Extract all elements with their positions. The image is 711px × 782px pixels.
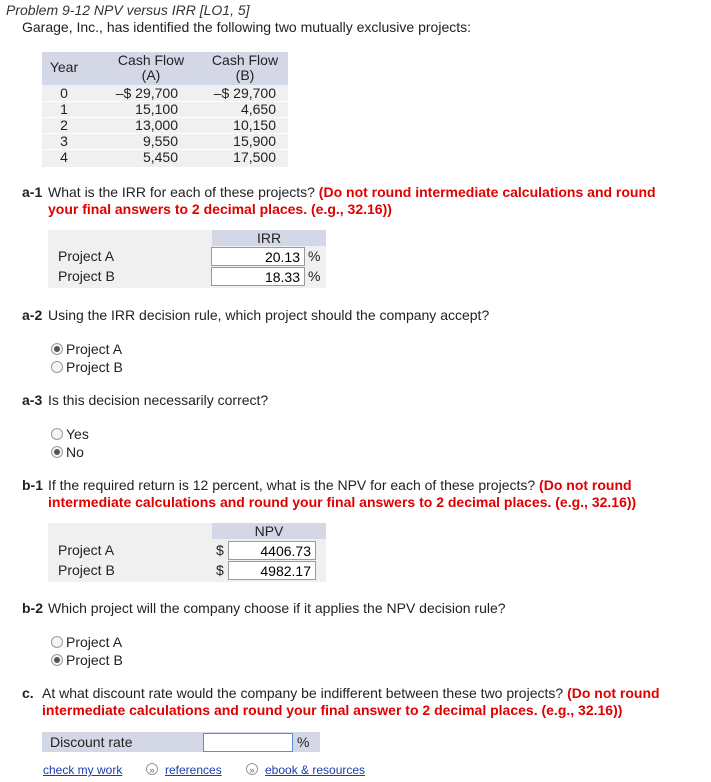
radio-b2-label-project-a[interactable]: Project A bbox=[66, 634, 123, 650]
question-a1 bbox=[48, 184, 706, 218]
col-a-header-line2: (A) bbox=[141, 67, 161, 83]
table-cell-cash-flow-a: 15,100 bbox=[135, 101, 178, 117]
radio-a3-yes[interactable] bbox=[51, 428, 63, 440]
table-cell-cash-flow-b: 10,150 bbox=[233, 117, 276, 133]
problem-title: Problem 9-12 NPV versus IRR [LO1, 5] bbox=[6, 2, 250, 18]
question-c-instruction: (Do not round bbox=[567, 685, 660, 701]
table-cell-cash-flow-b: 4,650 bbox=[240, 101, 276, 117]
radio-a2-label-project-a[interactable]: Project A bbox=[66, 341, 123, 357]
question-number-b1: b-1 bbox=[22, 477, 43, 493]
question-a1-text: What is the IRR for each of these projects? bbox=[48, 184, 315, 200]
irr-input-project-a[interactable] bbox=[211, 247, 305, 266]
discount-rate-row bbox=[42, 732, 320, 752]
table-cell-year: 0 bbox=[60, 85, 68, 101]
npv-input-project-b[interactable] bbox=[228, 561, 316, 580]
irr-answer-table bbox=[48, 230, 326, 288]
check-my-work-link[interactable]: check my work bbox=[43, 763, 123, 777]
chevron-down-circle-icon[interactable]: » bbox=[246, 763, 258, 775]
table-cell-year: 4 bbox=[60, 149, 68, 165]
question-number-a1: a-1 bbox=[22, 184, 43, 200]
question-number-b2: b-2 bbox=[22, 600, 43, 616]
radio-b2-label-project-b[interactable]: Project B bbox=[66, 652, 123, 668]
question-b1-instruction: (Do not round bbox=[539, 477, 632, 493]
discount-rate-input[interactable] bbox=[203, 733, 293, 752]
table-cell-year: 3 bbox=[60, 133, 68, 149]
cash-flow-table bbox=[42, 52, 288, 167]
question-number-a3: a-3 bbox=[22, 392, 43, 408]
chevron-down-circle-icon[interactable]: » bbox=[146, 763, 158, 775]
question-a1-instruction-cont: your final answers to 2 decimal places. (e.g., 32.16)) bbox=[48, 201, 392, 217]
npv-column-header: NPV bbox=[212, 523, 326, 539]
npv-input-project-a[interactable] bbox=[228, 541, 316, 560]
problem-intro: Garage, Inc., has identified the following two mutually exclusive projects: bbox=[22, 19, 472, 35]
irr-unit-project-a: % bbox=[308, 248, 321, 264]
ebook-resources-link[interactable]: ebook & resources bbox=[265, 763, 366, 777]
table-cell-year: 2 bbox=[60, 117, 68, 133]
npv-row-label-project-a: Project A bbox=[58, 542, 115, 558]
question-number-c: c. bbox=[22, 685, 34, 701]
table-cell-cash-flow-a: 5,450 bbox=[142, 149, 178, 165]
radio-a3-no[interactable] bbox=[51, 446, 63, 458]
question-c-text: At what discount rate would the company be indifferent between these two projects? bbox=[42, 685, 564, 701]
question-b1-instruction-cont: intermediate calculations and round your final answers to 2 decimal places. (e.g., 32.16)) bbox=[48, 494, 637, 510]
npv-currency-project-a: $ bbox=[216, 542, 224, 558]
question-c-instruction-cont: intermediate calculations and round your final answer to 2 decimal places. (e.g., 32.16)) bbox=[42, 702, 623, 718]
npv-answer-table bbox=[48, 523, 326, 582]
question-a1-instruction: (Do not round intermediate calculations and round bbox=[318, 184, 656, 200]
npv-row-label-project-b: Project B bbox=[58, 562, 115, 578]
radio-a3-label-yes[interactable]: Yes bbox=[66, 426, 89, 442]
table-cell-cash-flow-a: 9,550 bbox=[142, 133, 178, 149]
table-cell-cash-flow-b: 15,900 bbox=[233, 133, 276, 149]
table-cell-year: 1 bbox=[60, 101, 68, 117]
table-cell-cash-flow-b: 17,500 bbox=[233, 149, 276, 165]
question-b2-text: Which project will the company choose if it applies the NPV decision rule? bbox=[48, 600, 506, 616]
col-b-header-line2: (B) bbox=[235, 67, 255, 83]
radio-a2-project-b[interactable] bbox=[51, 361, 63, 373]
irr-row-label-project-b: Project B bbox=[58, 268, 115, 284]
discount-rate-unit: % bbox=[297, 734, 310, 750]
col-year-header: Year bbox=[49, 59, 79, 75]
table-cell-cash-flow-a: –$ 29,700 bbox=[115, 85, 178, 101]
irr-column-header: IRR bbox=[212, 230, 326, 246]
table-cell-cash-flow-a: 13,000 bbox=[135, 117, 178, 133]
radio-a3-label-no[interactable]: No bbox=[66, 444, 84, 460]
radio-b2-project-a[interactable] bbox=[51, 636, 63, 648]
question-b1 bbox=[48, 477, 706, 511]
discount-rate-label: Discount rate bbox=[50, 734, 133, 750]
question-a2-text: Using the IRR decision rule, which project should the company accept? bbox=[48, 307, 490, 323]
radio-b2-project-b[interactable] bbox=[51, 654, 63, 666]
npv-currency-project-b: $ bbox=[216, 562, 224, 578]
table-cell-cash-flow-b: –$ 29,700 bbox=[213, 85, 276, 101]
irr-row-label-project-a: Project A bbox=[58, 248, 115, 264]
question-c bbox=[42, 685, 706, 719]
radio-a2-project-a[interactable] bbox=[51, 343, 63, 355]
question-b1-text: If the required return is 12 percent, what is the NPV for each of these projects? bbox=[48, 477, 536, 493]
question-a3-text: Is this decision necessarily correct? bbox=[48, 392, 269, 408]
col-a-header-line1: Cash Flow bbox=[117, 52, 185, 68]
references-link[interactable]: references bbox=[165, 763, 222, 777]
question-number-a2: a-2 bbox=[22, 307, 43, 323]
irr-unit-project-b: % bbox=[308, 268, 321, 284]
irr-input-project-b[interactable] bbox=[211, 267, 305, 286]
col-b-header-line1: Cash Flow bbox=[211, 52, 279, 68]
radio-a2-label-project-b[interactable]: Project B bbox=[66, 359, 123, 375]
